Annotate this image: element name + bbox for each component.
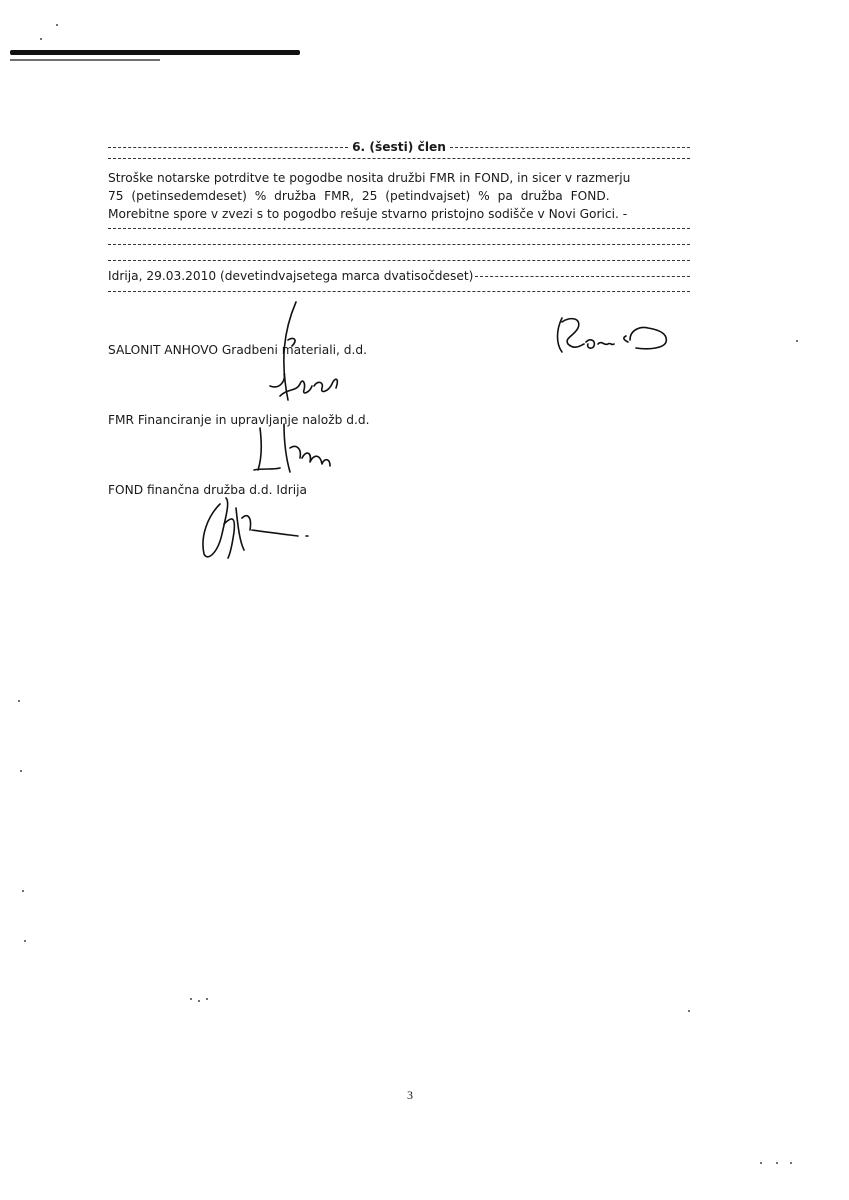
signature-fmr xyxy=(250,418,350,478)
article-heading: 6. (šesti) člen xyxy=(352,140,446,154)
scan-speck xyxy=(790,1162,792,1164)
dash-separator xyxy=(108,228,690,229)
scan-speck xyxy=(198,1000,200,1002)
scan-speck xyxy=(56,24,58,26)
dash-separator xyxy=(108,158,690,159)
dash-fill-left xyxy=(108,147,348,148)
signature-fond xyxy=(190,488,320,568)
scan-speck xyxy=(18,700,20,702)
scan-speck xyxy=(760,1162,762,1164)
dash-separator xyxy=(108,244,690,245)
scan-speck xyxy=(796,340,798,342)
page-number: 3 xyxy=(407,1088,413,1102)
scan-speck xyxy=(206,998,208,1000)
body-line-1: Stroške notarske potrditve te pogodbe nosita družbi FMR in FOND, in sicer v razmerju xyxy=(108,171,631,185)
scan-speck xyxy=(40,38,42,40)
dash-fill xyxy=(475,276,690,277)
scan-speck xyxy=(688,1010,690,1012)
header-rule-shadow xyxy=(10,59,160,61)
place-date: Idrija, 29.03.2010 (devetindvajsetega marca dvatisočdeset) xyxy=(108,269,474,283)
party-fond: FOND finančna družba d.d. Idrija xyxy=(108,483,307,497)
scan-speck xyxy=(24,940,26,942)
body-line-3: Morebitne spore v zvezi s to pogodbo rešuje stvarno pristojno sodišče v Novi Gorici. - xyxy=(108,207,628,221)
party-salonit: SALONIT ANHOVO Gradbeni materiali, d.d. xyxy=(108,343,367,357)
article-heading-row xyxy=(108,139,690,155)
place-date-row xyxy=(108,268,690,284)
dash-separator xyxy=(108,291,690,292)
dash-separator xyxy=(108,260,690,261)
scan-speck xyxy=(22,890,24,892)
scan-speck xyxy=(190,998,192,1000)
scan-speck xyxy=(776,1162,778,1164)
header-rule xyxy=(10,50,300,55)
signature-salonit xyxy=(240,300,360,410)
signature-right xyxy=(540,310,690,360)
party-fmr: FMR Financiranje in upravljanje naložb d.d. xyxy=(108,413,370,427)
body-line-2: 75 (petinsedemdeset) % družba FMR, 25 (petindvajset) % pa družba FOND. xyxy=(108,189,610,203)
dash-fill-right xyxy=(450,147,690,148)
scan-speck xyxy=(20,770,22,772)
